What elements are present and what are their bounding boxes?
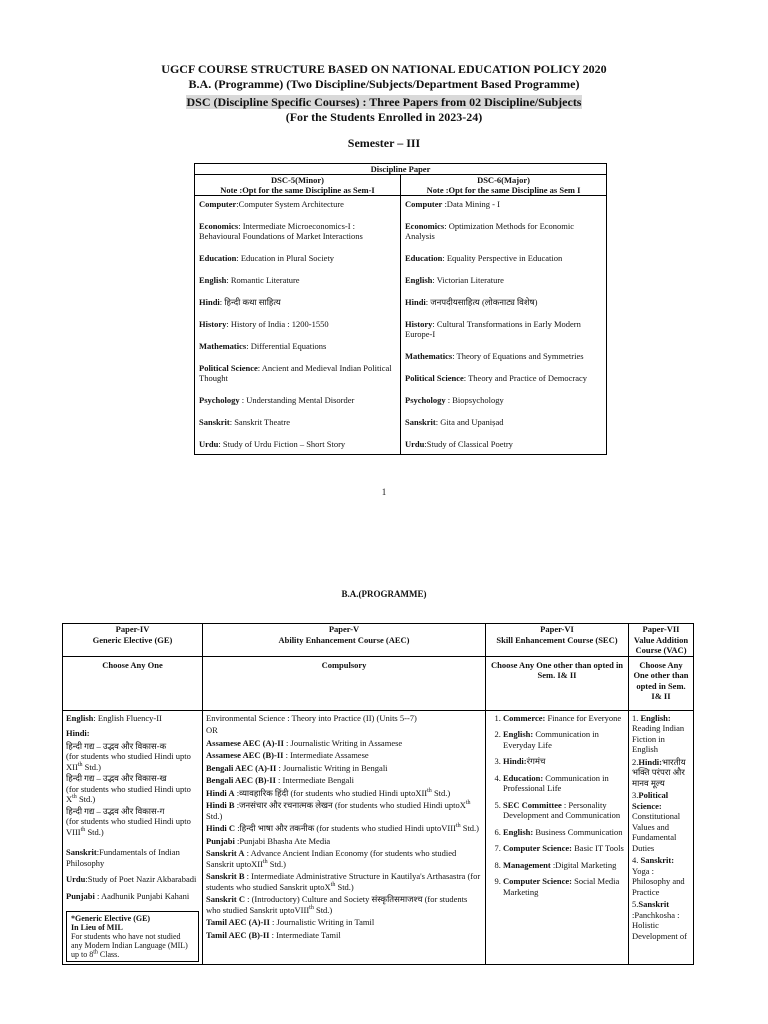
- aec-course-item: [206, 917, 482, 928]
- vac-number: 2.: [632, 756, 639, 767]
- sec-course-item: [503, 756, 625, 767]
- dsc5-course-item: [199, 253, 396, 263]
- subject-name: Hindi: [405, 297, 426, 307]
- paper7-name: Value Addition Course (VAC): [633, 634, 689, 655]
- subject-name: Mathematics: [199, 341, 247, 351]
- aec-course-code: Bengali AEC (B)-II: [206, 775, 276, 785]
- vac-course-title: Reading Indian Fiction in English: [632, 723, 685, 754]
- vac-number: 1.: [632, 712, 641, 723]
- sec-course-item: [503, 876, 625, 897]
- dsc5-course-item: [199, 275, 396, 285]
- highlighted-dsc-line: DSC (Discipline Specific Courses) : Three Papers from 02 Discipline/Subjects: [186, 95, 582, 109]
- aec-course-item: [206, 836, 482, 847]
- ge-course-list: [63, 710, 203, 965]
- dsc5-course-list: [195, 196, 401, 455]
- aec-course-code: Hindi C: [206, 823, 236, 833]
- course-title: : Differential Equations: [246, 341, 327, 351]
- aec-course-title: :Punjabi Bhasha Ate Media: [234, 835, 331, 846]
- subject-name: English: [199, 275, 227, 285]
- ge-urdu: Urdu:Study of Poet Nazir Akbarabadi: [66, 874, 197, 884]
- hindi-course-title: हिन्दी गद्य – उद्भव और विकास-क: [66, 740, 167, 751]
- aec-sup: th: [262, 858, 268, 865]
- dsc5-course-item: [199, 417, 396, 427]
- aec-course-title: :जनसंचार और रचनात्मक लेखन (for students who studied Hindi uptoX: [234, 800, 466, 810]
- dsc6-note: Note :Opt for the same Discipline as Sem I: [426, 185, 581, 195]
- ge-box-title: *Generic Elective (GE): [71, 914, 151, 923]
- ge-hindi-label: Hindi:: [66, 728, 90, 738]
- subject-name: Hindi: [199, 297, 220, 307]
- sec-course-item: [503, 729, 625, 750]
- sec-course-title: Finance for Everyone: [545, 712, 622, 723]
- ge-punjabi: Punjabi : Aadhunik Punjabi Kahani: [66, 890, 190, 901]
- sec-subject: English:: [503, 729, 534, 739]
- dsc5-note: Note :Opt for the same Discipline as Sem-I: [220, 185, 375, 195]
- course-title: : Sanskrit Theatre: [229, 417, 290, 427]
- aec-course-item: [206, 894, 482, 915]
- vac-number: 3.: [632, 790, 639, 800]
- hindi-course-title: हिन्दी गद्य – उद्भव और विकास-ग: [66, 805, 165, 816]
- aec-course-code: Tamil AEC (A)-II: [206, 917, 270, 927]
- subject-name: Mathematics: [405, 351, 453, 361]
- course-title: : Romantic Literature: [226, 275, 300, 285]
- paper6-choice: Choose Any One other than opted in Sem. I& II: [486, 656, 629, 710]
- paper5-choice: Compulsory: [203, 656, 486, 710]
- vac-number: 5.: [632, 899, 639, 909]
- sec-course-title: Basic IT Tools: [572, 843, 624, 853]
- paper5-name: Ability Enhancement Course (AEC): [278, 634, 410, 645]
- discipline-paper-table: [194, 163, 607, 455]
- subject-name: Economics: [405, 221, 445, 231]
- course-title: : Biopsychology: [445, 395, 504, 405]
- dsc5-course-item: [199, 395, 396, 405]
- dsc5-course-item: [199, 341, 396, 351]
- paper5-header: [203, 624, 486, 657]
- dsc6-course-item: [405, 417, 602, 427]
- course-title: : Equality Perspective in Education: [442, 253, 563, 263]
- sec-course-title: Social Media Marketing: [503, 876, 620, 897]
- subject-name: Urdu: [405, 439, 425, 449]
- paper4-number: Paper-IV: [115, 624, 150, 634]
- aec-end: Std.): [460, 823, 480, 833]
- course-title: : जनपदीयसाहित्य (लोकनाट्य विशेष): [425, 297, 538, 307]
- paper4-header: [63, 624, 203, 657]
- aec-course-item: [206, 775, 482, 786]
- dsc5-title: DSC-5(Minor): [271, 175, 324, 185]
- aec-course-code: Sanskrit A: [206, 848, 245, 858]
- sec-course-item: [503, 800, 625, 821]
- dsc6-header: [401, 175, 607, 196]
- semester-title: Semester – III: [347, 136, 421, 150]
- aec-course-item: [206, 788, 482, 799]
- dsc6-course-item: [405, 253, 602, 263]
- ge-mil-note-box: [66, 911, 199, 962]
- aec-course-code: Assamese AEC (B)-II: [206, 750, 284, 760]
- subject-name: Computer: [405, 199, 443, 209]
- subject-name: Political Science: [405, 373, 464, 383]
- paper5-number: Paper-V: [328, 624, 360, 634]
- vac-subject: Sanskrit: [638, 899, 670, 909]
- dsc5-course-item: [199, 439, 396, 449]
- aec-course-item: [206, 763, 482, 774]
- aec-course-item: [206, 750, 482, 761]
- ge-hindi-list: [66, 741, 199, 838]
- page-number: 1: [381, 487, 387, 497]
- subject-name: Urdu: [199, 439, 219, 449]
- sec-subject: English:: [503, 826, 534, 837]
- aec-course-item: [206, 848, 482, 869]
- sec-subject: Management: [503, 859, 551, 870]
- hindi-course-note: [66, 751, 199, 772]
- sec-subject: Commerce:: [503, 712, 546, 723]
- sec-course-item: [503, 713, 625, 724]
- sec-subject: Hindi:: [503, 756, 527, 766]
- paper4-name: Generic Elective (GE): [92, 634, 173, 645]
- aec-course-title: : Advance Ancient Indian Economy (for students who studied Sanskrit uptoXII: [206, 848, 457, 869]
- header-line-4: (For the Students Enrolled in 2023-24): [285, 110, 483, 124]
- dsc5-header: [195, 175, 401, 196]
- ge-box-text: For students who have not studied any Modern Indian Language (MIL) up to 8th Class.: [71, 932, 188, 959]
- aec-course-code: Bengali AEC (A)-II: [206, 762, 277, 773]
- aec-end: Std.): [335, 881, 354, 892]
- sec-course-item: [503, 860, 625, 871]
- aec-course-title: :हिन्दी भाषा और तकनीक (for students who studied Hindi uptoVIII: [235, 823, 456, 833]
- sec-ordered-list: [489, 713, 625, 898]
- course-title: : Theory and Practice of Democracy: [463, 373, 588, 383]
- aec-course-item: [206, 930, 482, 941]
- sec-course-title: Communication in Professional Life: [503, 772, 609, 793]
- course-title: : History of India : 1200-1550: [226, 319, 329, 329]
- dsc6-course-item: [405, 297, 602, 307]
- aec-course-code: Sanskrit B: [206, 871, 245, 881]
- course-title: : Education in Plural Society: [236, 253, 335, 263]
- note-end: Std.): [76, 794, 96, 804]
- aec-course-title: Environmental Science : Theory into Practice (II) (Units 5--7): [206, 712, 417, 723]
- dsc5-course-item: [199, 297, 396, 307]
- paper4-choice: Choose Any One: [63, 656, 203, 710]
- aec-course-item: [206, 713, 482, 724]
- ge-hindi-item: [66, 773, 199, 805]
- sec-course-title: Communication in Everyday Life: [503, 729, 599, 750]
- subject-name: History: [199, 319, 227, 329]
- aec-sup: th: [309, 904, 314, 911]
- ge-box-subtitle: In Lieu of MIL: [71, 923, 123, 932]
- table1-title: Discipline Paper: [195, 164, 607, 175]
- sec-subject: SEC Committee: [503, 799, 562, 810]
- dsc6-course-item: [405, 351, 602, 361]
- aec-end: Std.): [267, 858, 286, 869]
- course-title: : Intermediate Microeconomics-I : Behavioural Foundations of Market Interactions: [199, 221, 363, 241]
- course-title: :Study of Classical Poetry: [424, 439, 513, 449]
- dsc6-course-item: [405, 319, 602, 339]
- aec-sup: th: [427, 787, 432, 794]
- subject-name: Computer: [199, 199, 237, 209]
- sec-subject: Computer Science:: [503, 843, 573, 853]
- subject-name: Economics: [199, 221, 239, 231]
- aec-course-title: : Intermediate Administrative Structure in Kautilya's Arthasastra (for students who studied Sanskrit uptoX: [206, 871, 481, 892]
- dsc5-course-item: [199, 199, 396, 209]
- aec-course-code: Hindi A: [206, 787, 235, 798]
- aec-course-code: Hindi B: [206, 800, 235, 810]
- aec-course-item: [206, 823, 482, 834]
- aec-sup: th: [455, 823, 461, 830]
- vac-course-item: [632, 713, 690, 755]
- subject-name: Education: [199, 253, 237, 263]
- header-line-3: [0, 95, 768, 110]
- note-sup: th: [80, 826, 86, 833]
- course-title: : Optimization Methods for Economic Analysis: [405, 221, 575, 241]
- header-line-2: B.A. (Programme) (Two Discipline/Subjects/Department Based Programme): [188, 77, 580, 91]
- sec-subject: Education:: [503, 772, 544, 783]
- dsc6-course-item: [405, 275, 602, 285]
- sec-course-title: रंगमंच: [526, 756, 546, 766]
- paper7-choice: Choose Any One other than opted in Sem. I& II: [629, 656, 694, 710]
- subject-name: History: [405, 319, 433, 329]
- dsc6-course-item: [405, 373, 602, 383]
- aec-course-title: : Journalistic Writing in Tamil: [269, 917, 375, 927]
- section2-title: B.A.(PROGRAMME): [341, 589, 427, 599]
- aec-end: Std.): [431, 787, 451, 798]
- note-text: (for students who studied Hindi upto XII: [66, 751, 191, 772]
- aec-course-code: Sanskrit C: [206, 894, 245, 904]
- paper7-number: Paper-VII: [642, 624, 680, 634]
- note-sup: th: [77, 761, 83, 768]
- course-title: : Study of Urdu Fiction – Short Story: [218, 439, 346, 449]
- sec-course-item: [503, 773, 625, 794]
- vac-subject: English:: [640, 712, 671, 723]
- note-text: (for students who studied Hindi upto X: [66, 783, 191, 804]
- ge-hindi-item: [66, 806, 199, 838]
- course-title: :Computer System Architecture: [236, 199, 344, 209]
- aec-course-item: [206, 738, 482, 749]
- aec-end: Std.): [206, 810, 223, 821]
- course-title: : Cultural Transformations in Early Modern Europe-I: [405, 319, 581, 339]
- sec-course-item: [503, 843, 625, 854]
- ge-sanskrit: Sanskrit:Fundamentals of Indian Philosophy: [66, 847, 180, 868]
- vac-number: 4.: [632, 855, 641, 865]
- vac-course-title: Yoga : Philosophy and Practice: [632, 865, 685, 897]
- vac-course-list: [629, 710, 694, 965]
- aec-end: Std.): [313, 904, 333, 915]
- dsc6-course-item: [405, 395, 602, 405]
- paper7-header: [629, 624, 694, 657]
- course-title: : Gita and Upaniṣad: [435, 417, 504, 427]
- dsc6-course-item: [405, 439, 602, 449]
- ge-hindi-item: [66, 741, 199, 773]
- vac-course-item: [632, 790, 690, 853]
- aec-course-title: : Intermediate Assamese: [283, 750, 369, 760]
- subject-name: Sanskrit: [199, 417, 230, 427]
- programme-papers-table: [62, 623, 694, 965]
- sec-subject: Computer Science:: [503, 876, 573, 886]
- aec-course-item: [206, 725, 482, 736]
- aec-course-list: [203, 710, 486, 965]
- vac-course-item: [632, 757, 690, 789]
- vac-course-item: [632, 899, 690, 941]
- course-title: : Victorian Literature: [432, 275, 504, 285]
- note-text: (for students who studied Hindi upto VIII: [66, 816, 191, 837]
- aec-course-title: : (Introductory) Culture and Society संस्कृतिसमाजश्च (for students who studied Sanskrit uptoVIII: [206, 894, 468, 915]
- aec-course-code: Assamese AEC (A)-II: [206, 737, 284, 748]
- hindi-course-note: [66, 784, 199, 805]
- subject-name: Sanskrit: [405, 417, 436, 427]
- dsc6-title: DSC-6(Major): [477, 175, 530, 185]
- course-title: : हिन्दी कथा साहित्य: [219, 297, 281, 307]
- header-line-1: UGCF COURSE STRUCTURE BASED ON NATIONAL EDUCATION POLICY 2020: [161, 62, 607, 76]
- hindi-course-title: हिन्दी गद्य – उद्भव और विकास-ख: [66, 773, 167, 783]
- sec-course-title: Business Communication: [533, 826, 623, 837]
- aec-course-title: : Journalistic Writing in Bengali: [276, 762, 388, 773]
- paper6-name: Skill Enhancement Course (SEC): [496, 634, 618, 645]
- aec-course-title: : Intermediate Bengali: [275, 775, 355, 785]
- note-sup: th: [72, 794, 77, 801]
- dsc6-course-item: [405, 199, 602, 209]
- subject-name: English: [405, 275, 433, 285]
- vac-subject: Hindi:: [638, 756, 662, 767]
- dsc5-course-item: [199, 221, 396, 241]
- sec-course-title: :Digital Marketing: [550, 859, 617, 870]
- dsc5-course-item: [199, 363, 396, 383]
- sec-course-title: : Personality Development and Communication: [503, 799, 621, 820]
- vac-subject: Sanskrit:: [640, 855, 675, 865]
- sec-course-list: [486, 710, 629, 965]
- hindi-course-note: [66, 816, 199, 837]
- aec-course-title: : Intermediate Tamil: [269, 929, 341, 940]
- course-title: : Theory of Equations and Symmetries: [452, 351, 584, 361]
- aec-course-item: [206, 871, 482, 892]
- aec-sup: th: [330, 881, 336, 888]
- vac-course-title: भारतीय भक्ति परंपरा और मानव मूल्य: [632, 756, 686, 788]
- ge-english: English: English Fluency-II: [66, 712, 162, 723]
- vac-course-title: :Panchkosha : Holistic Development of: [632, 909, 687, 941]
- paper6-number: Paper-VI: [540, 624, 574, 634]
- vac-subject: Political Science:: [632, 790, 669, 811]
- subject-name: Psychology: [199, 395, 240, 405]
- subject-name: Education: [405, 253, 443, 263]
- aec-course-title: OR: [206, 725, 218, 735]
- aec-course-code: Punjabi: [206, 835, 235, 846]
- sec-course-item: [503, 827, 625, 838]
- paper6-header: [486, 624, 629, 657]
- dsc6-course-list: [401, 196, 607, 455]
- aec-sup: th: [465, 800, 471, 807]
- aec-course-title: :व्यावहारिक हिंदी (for students who studied Hindi uptoXII: [234, 787, 428, 798]
- subject-name: Political Science: [199, 363, 258, 373]
- dsc5-course-item: [199, 319, 396, 329]
- vac-course-title: Constitutional Values and Fundamental Duties: [632, 811, 681, 853]
- aec-course-title: : Journalistic Writing in Assamese: [283, 737, 403, 748]
- course-title: :Data Mining - I: [442, 199, 500, 209]
- course-title: : Understanding Mental Disorder: [239, 395, 355, 405]
- aec-course-item: [206, 800, 482, 821]
- note-end: Std.): [82, 761, 101, 772]
- note-end: Std.): [85, 826, 104, 837]
- subject-name: Psychology: [405, 395, 446, 405]
- vac-course-item: [632, 855, 690, 897]
- dsc6-course-item: [405, 221, 602, 241]
- course-title: : Ancient and Medieval Indian Political Thought: [199, 363, 392, 383]
- aec-course-code: Tamil AEC (B)-II: [206, 929, 270, 940]
